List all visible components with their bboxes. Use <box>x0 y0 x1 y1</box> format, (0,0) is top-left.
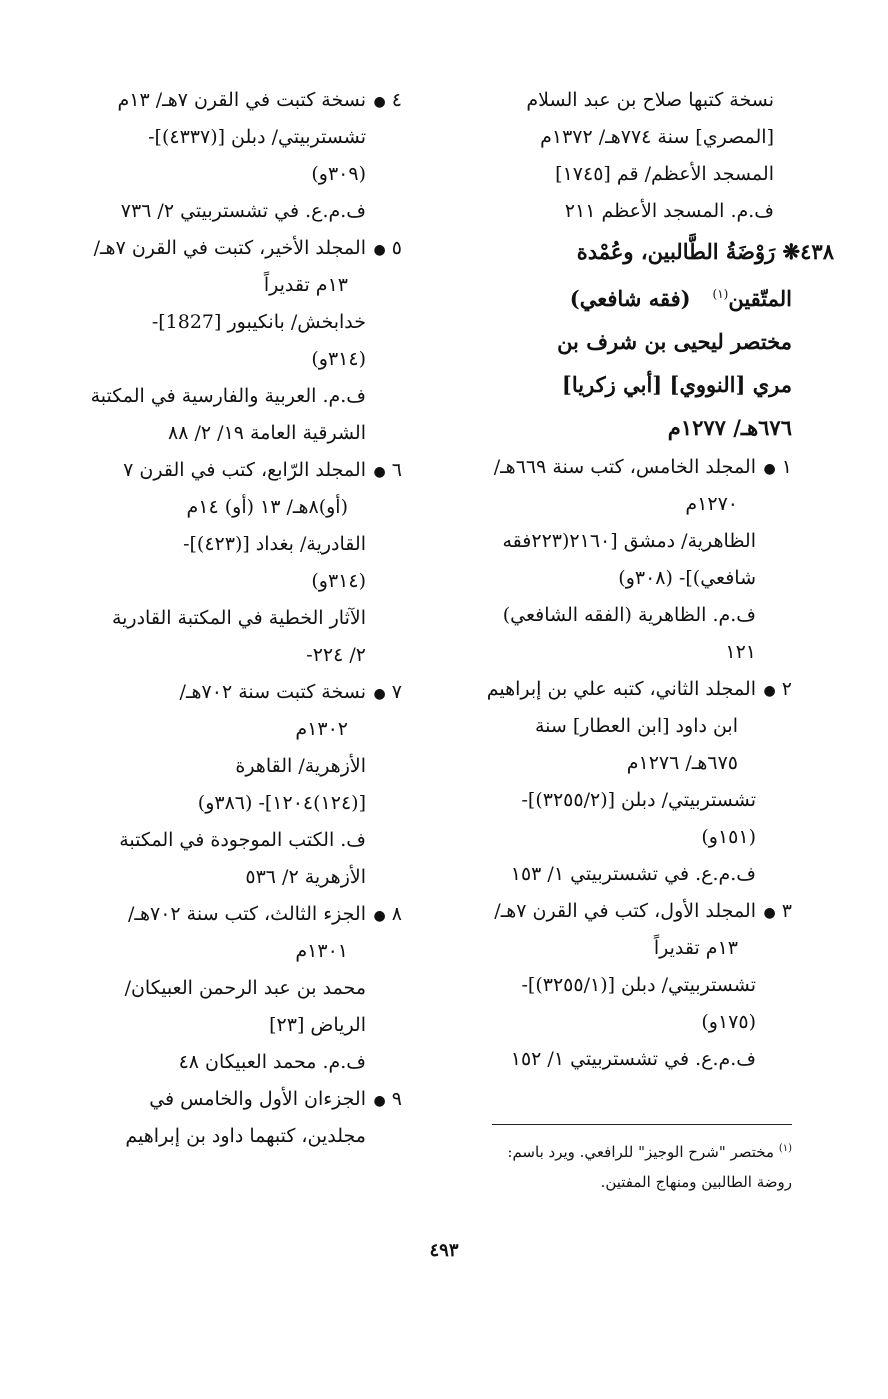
footnote-line <box>462 1134 792 1167</box>
entry-number: ٤٣٨ <box>800 239 834 264</box>
item-number: ٧ ● <box>373 681 402 703</box>
item-subline: ف.م. الظاهرية (الفقه الشافعي) <box>502 604 756 626</box>
entry-title: المتّقين <box>728 286 792 311</box>
item-subline: (٣١٤و) <box>311 570 366 592</box>
item-number: ٩ ● <box>373 1088 402 1110</box>
item-number: ٥ ● <box>373 237 402 259</box>
item-subline: تشستربيتي/ دبلن [(٤٣٣٧)]- <box>148 126 366 148</box>
item-line: الجزء الثالث، كتب سنة ٧٠٢هـ/ <box>128 903 366 925</box>
item-line: مجلدين، كتبهما داود بن إبراهيم <box>125 1125 366 1147</box>
item-subline: ف.م.ع. في تشستربيتي ٢/ ٧٣٦ <box>120 200 366 222</box>
entry-author-line: مري [النووي] [أبي زكريا] <box>561 372 792 397</box>
entry-marker: ❋ <box>782 239 801 264</box>
item-line: نسخة كتبت في القرن ٧هـ/ ١٣م <box>117 89 366 111</box>
item-line: (أو)٨هـ/ ١٣ (أو) ١٤م <box>186 496 348 518</box>
item-subline: الرياض [٢٣] <box>269 1014 366 1036</box>
footnote-marker: (١) <box>778 1143 792 1154</box>
entry-subject: (فقه شافعي) <box>569 286 691 311</box>
entry-author-line: مختصر ليحيى بن شرف بن <box>557 329 792 354</box>
item-number: ١ ● <box>763 456 792 478</box>
item-line: المجلد الأول، كتب في القرن ٧هـ/ <box>494 900 756 922</box>
item-subline: ف.م.ع. في تشستربيتي ١/ ١٥٣ <box>510 863 756 885</box>
item-line: المجلد الرّابع، كتب في القرن ٧ <box>123 459 366 481</box>
item-subline: ف. الكتب الموجودة في المكتبة <box>119 829 366 851</box>
continuation-line: ف.م. المسجد الأعظم ٢١١ <box>564 200 774 222</box>
item-subline: القادرية/ بغداد [(٤٢٣)]- <box>183 533 366 555</box>
item-subline: (٣١٤و) <box>311 348 366 370</box>
item-subline: ٢/ ٢٢٤- <box>306 644 366 666</box>
continuation-line: [المصري] سنة ٧٧٤هـ/ ١٣٧٢م <box>540 126 774 148</box>
item-subline: (٣٠٩و) <box>311 163 366 185</box>
entry-heading <box>448 230 834 449</box>
manuscript-item <box>448 671 792 893</box>
item-subline: الأزهرية/ القاهرة <box>235 755 366 777</box>
footnote-ref: (١) <box>712 287 729 301</box>
footnote-divider <box>492 1124 792 1125</box>
item-line: ١٣٠٢م <box>295 718 348 740</box>
manuscript-item <box>76 82 402 230</box>
right-column <box>448 82 834 1078</box>
item-subline: [(١٢٤)١٢٠٤]- (٣٨٦و) <box>197 792 366 814</box>
left-column <box>76 82 402 1155</box>
footnote-text: مختصر "شرح الوجيز" للرافعي. ويرد باسم: <box>507 1143 775 1161</box>
item-subline: (١٥١و) <box>701 826 756 848</box>
continuation-line: نسخة كتبها صلاح بن عبد السلام <box>526 89 774 111</box>
continuation-line: المسجد الأعظم/ قم [١٧٤٥] <box>555 163 774 185</box>
item-line: المجلد الأخير، كتبت في القرن ٧هـ/ <box>93 237 366 259</box>
item-subline: (١٧٥و) <box>701 1011 756 1033</box>
item-subline: الشرقية العامة ١٩/ ٢/ ٨٨ <box>168 422 366 444</box>
item-line: نسخة كتبت سنة ٧٠٢هـ/ <box>179 681 366 703</box>
item-subline: ف.م. محمد العبيكان ٤٨ <box>178 1051 366 1073</box>
item-line: ١٢٧٠م <box>685 493 738 515</box>
manuscript-item <box>76 452 402 674</box>
item-number: ٦ ● <box>373 459 402 481</box>
entry-title-line <box>448 230 834 273</box>
entry-title: رَوْضَةُ الطَّالبين، وعُمْدة <box>576 239 776 264</box>
item-subline: شافعي)]- (٣٠٨و) <box>618 567 756 589</box>
item-subline: محمد بن عبد الرحمن العبيكان/ <box>124 977 366 999</box>
footnote-line: روضة الطالبين ومنهاج المفتين. <box>600 1173 792 1191</box>
continuation-block <box>448 82 792 230</box>
item-subline: الآثار الخطية في المكتبة القادرية <box>111 607 366 629</box>
item-line: ١٣م تقديراً <box>653 937 738 959</box>
item-number: ٣ ● <box>763 900 792 922</box>
entry-title-line <box>448 273 834 320</box>
item-subline: تشستربيتي/ دبلن [(٣٢٥٥/١)]- <box>521 974 756 996</box>
page-number: ٤٩٣ <box>429 1240 459 1261</box>
item-subline: الظاهرية/ دمشق [٢١٦٠(٢٢٣فقه <box>502 530 756 552</box>
item-line: ٦٧٥هـ/ ١٢٧٦م <box>626 752 738 774</box>
manuscript-item <box>76 674 402 896</box>
item-number: ٨ ● <box>373 903 402 925</box>
entry-author-line: ٦٧٦هـ/ ١٢٧٧م <box>667 415 792 440</box>
manuscript-item <box>76 896 402 1081</box>
item-subline: خدابخش/ بانكيبور [1827]- <box>151 311 366 333</box>
item-subline: ف.م.ع. في تشستربيتي ١/ ١٥٢ <box>510 1048 756 1070</box>
item-line: ١٣م تقديراً <box>263 274 348 296</box>
manuscript-item <box>448 449 792 671</box>
manuscript-item <box>76 1081 402 1155</box>
manuscript-item <box>76 230 402 452</box>
item-line: ١٣٠١م <box>295 940 348 962</box>
manuscript-item <box>448 893 792 1078</box>
item-line: ابن داود [ابن العطار] سنة <box>534 715 738 737</box>
item-line: المجلد الخامس، كتب سنة ٦٦٩هـ/ <box>493 456 756 478</box>
item-subline: الأزهرية ٢/ ٥٣٦ <box>245 866 366 888</box>
item-subline: ف.م. العربية والفارسية في المكتبة <box>90 385 366 407</box>
footnote <box>462 1134 792 1197</box>
item-line: الجزءان الأول والخامس في <box>149 1088 366 1110</box>
item-line: المجلد الثاني، كتبه علي بن إبراهيم <box>486 678 756 700</box>
item-subline: تشستربيتي/ دبلن [(٣٢٥٥/٢)]- <box>521 789 756 811</box>
item-subline: ١٢١ <box>725 641 756 663</box>
item-number: ٤ ● <box>373 89 402 111</box>
item-number: ٢ ● <box>763 678 792 700</box>
